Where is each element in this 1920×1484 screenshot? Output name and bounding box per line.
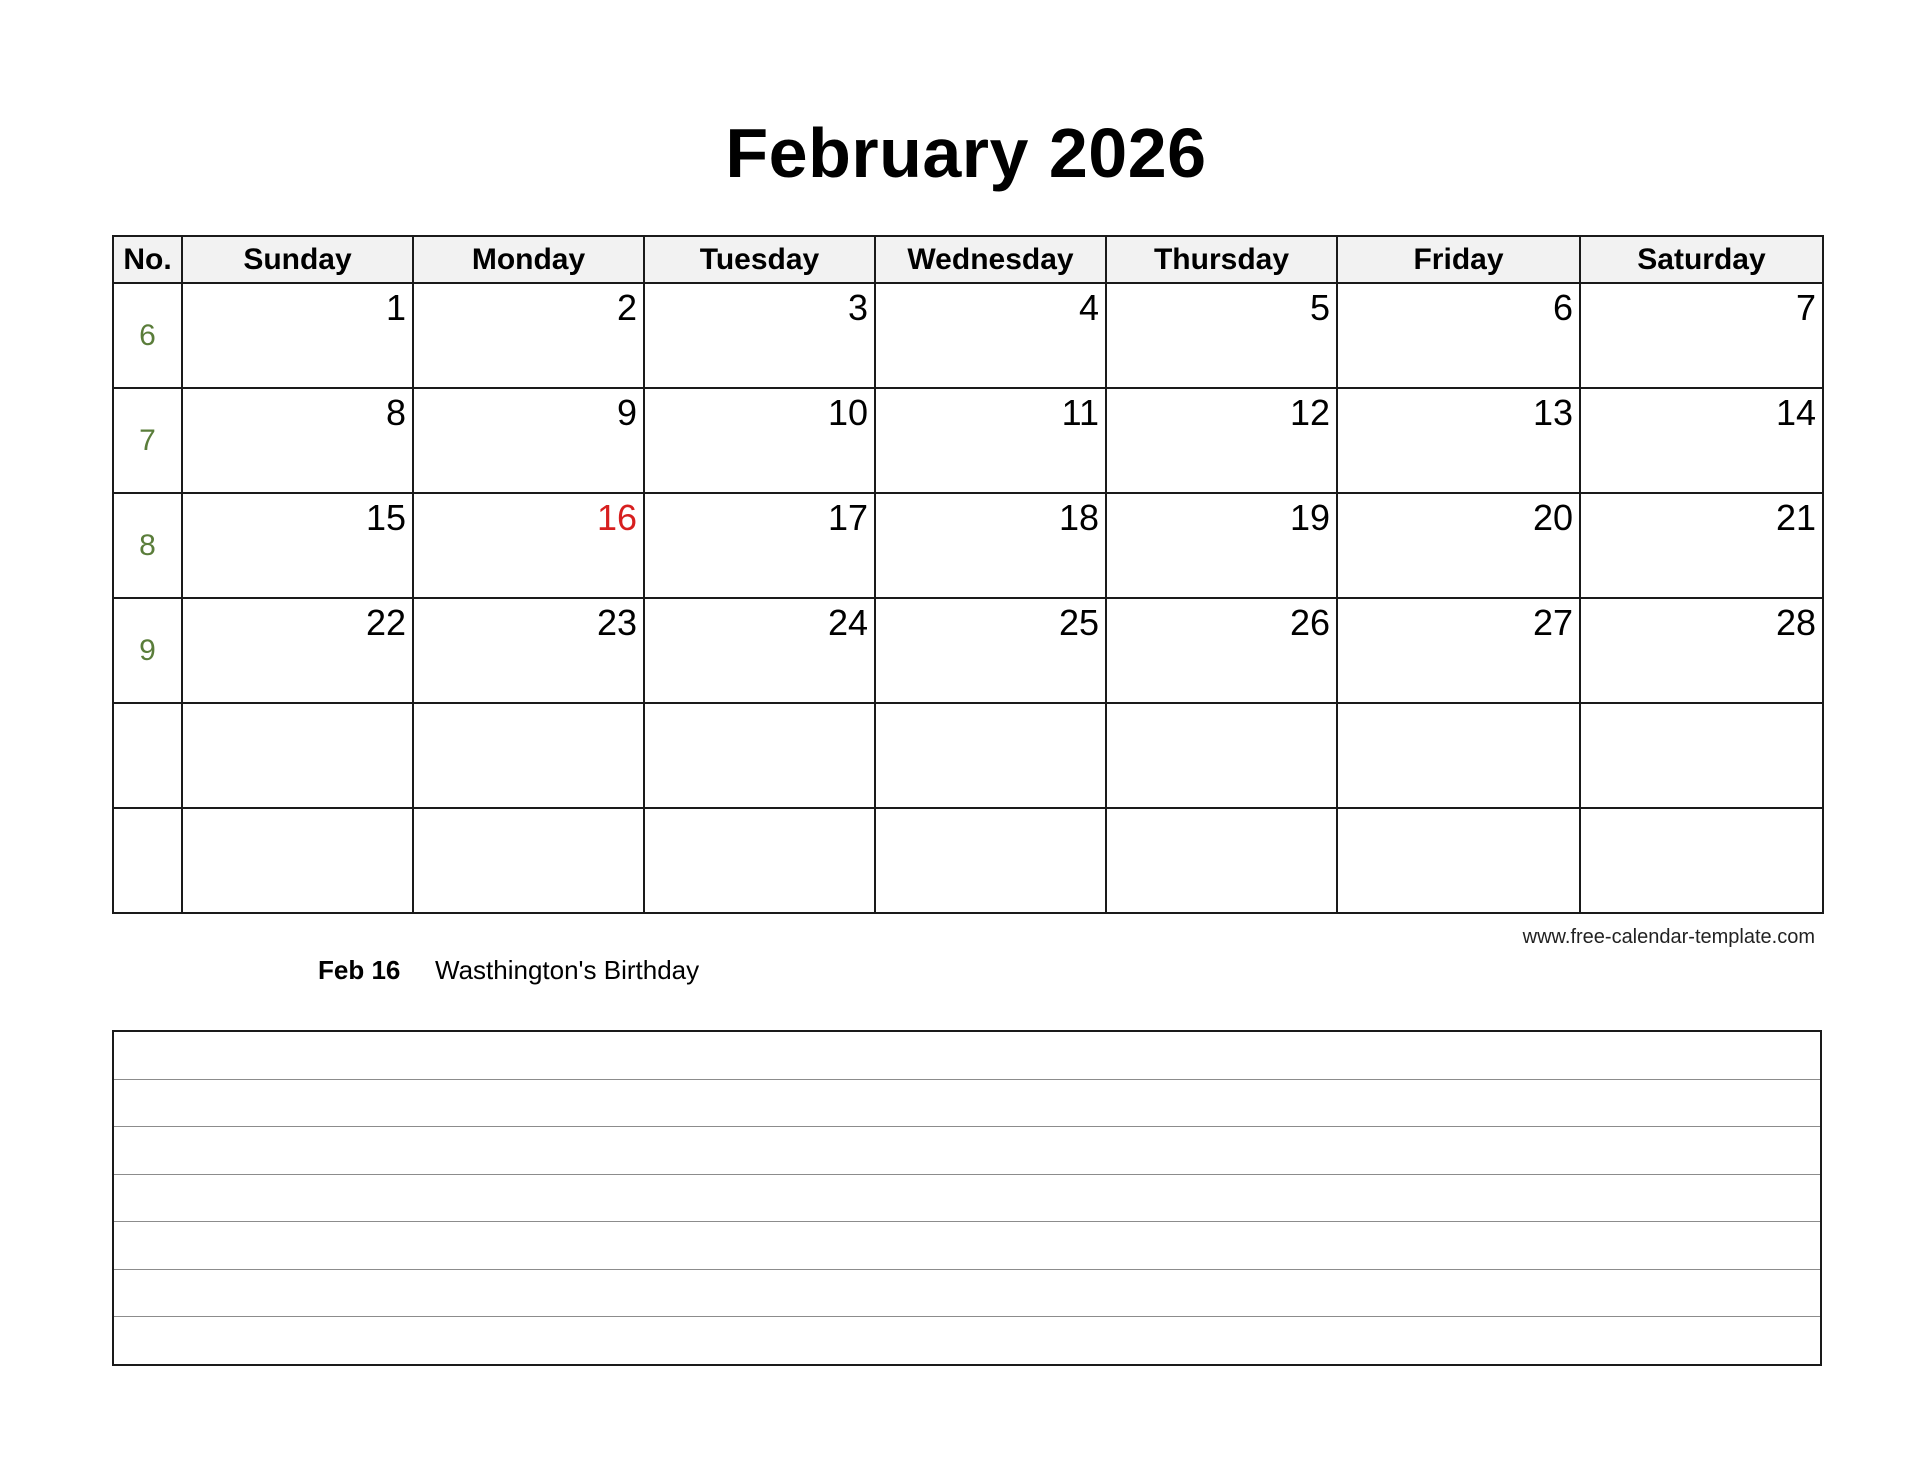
day-number: 28	[1775, 602, 1816, 643]
day-number: 24	[827, 602, 868, 643]
day-number	[645, 809, 874, 813]
notes-line	[114, 1317, 1820, 1364]
day-cell	[182, 493, 413, 598]
day-cell	[182, 283, 413, 388]
header-sunday: Sunday	[182, 236, 413, 283]
day-cell	[182, 808, 413, 913]
footer-url: www.free-calendar-template.com	[1522, 926, 1815, 948]
day-number: 10	[827, 392, 868, 433]
holiday-date: Feb 16	[318, 955, 401, 985]
day-cell	[413, 703, 644, 808]
day-number	[1107, 704, 1336, 708]
day-number	[1581, 704, 1822, 708]
day-number: 27	[1532, 602, 1573, 643]
day-cell	[1337, 493, 1580, 598]
week-number-cell	[113, 493, 182, 598]
day-number: 4	[1078, 287, 1099, 328]
day-cell	[1106, 808, 1337, 913]
day-number	[1107, 809, 1336, 813]
day-cell	[1337, 808, 1580, 913]
day-number: 22	[365, 602, 406, 643]
day-cell	[1580, 598, 1823, 703]
day-cell	[1106, 598, 1337, 703]
week-number-cell	[113, 598, 182, 703]
day-cell	[644, 493, 875, 598]
day-cell	[875, 808, 1106, 913]
day-number	[645, 704, 874, 708]
calendar-grid	[112, 235, 1824, 914]
day-number: 14	[1775, 392, 1816, 433]
holiday-name: Wasthington's Birthday	[435, 955, 700, 985]
header-saturday: Saturday	[1580, 236, 1823, 283]
day-cell	[875, 703, 1106, 808]
header-thursday: Thursday	[1106, 236, 1337, 283]
day-cell	[1337, 283, 1580, 388]
day-cell	[413, 808, 644, 913]
day-cell	[413, 493, 644, 598]
week-number-cell	[113, 283, 182, 388]
day-number: 3	[847, 287, 868, 328]
week-row	[113, 388, 1823, 493]
day-cell	[413, 598, 644, 703]
day-number	[183, 809, 412, 813]
day-cell	[1580, 703, 1823, 808]
week-number: 8	[139, 528, 156, 562]
header-tuesday: Tuesday	[644, 236, 875, 283]
day-cell	[875, 388, 1106, 493]
week-row	[113, 283, 1823, 388]
day-number: 18	[1058, 497, 1099, 538]
day-cell	[1337, 703, 1580, 808]
day-cell	[644, 703, 875, 808]
calendar-body	[113, 283, 1823, 913]
notes-box	[112, 1030, 1822, 1366]
week-number-cell	[113, 388, 182, 493]
day-cell	[875, 598, 1106, 703]
day-cell	[1106, 283, 1337, 388]
day-cell	[644, 808, 875, 913]
day-number: 26	[1289, 602, 1330, 643]
day-number: 5	[1309, 287, 1330, 328]
day-number: 1	[385, 287, 406, 328]
day-number: 15	[365, 497, 406, 538]
day-number	[1338, 809, 1579, 813]
header-week-no: No.	[113, 236, 182, 283]
day-number: 13	[1532, 392, 1573, 433]
notes-line	[114, 1270, 1820, 1318]
day-cell	[1337, 388, 1580, 493]
notes-line	[114, 1127, 1820, 1175]
day-number: 6	[1552, 287, 1573, 328]
day-number	[1581, 809, 1822, 813]
day-cell	[413, 388, 644, 493]
calendar-header-row	[113, 236, 1823, 283]
day-number: 20	[1532, 497, 1573, 538]
day-number: 7	[1795, 287, 1816, 328]
day-number: 8	[385, 392, 406, 433]
day-cell	[1580, 493, 1823, 598]
day-number	[183, 704, 412, 708]
week-number: 9	[139, 633, 156, 667]
day-cell	[1580, 808, 1823, 913]
day-cell	[1580, 388, 1823, 493]
notes-line	[114, 1175, 1820, 1223]
day-cell	[644, 283, 875, 388]
notes-line	[114, 1032, 1820, 1080]
day-cell	[182, 703, 413, 808]
day-number: 11	[1061, 392, 1099, 433]
day-number: 2	[616, 287, 637, 328]
week-row	[113, 598, 1823, 703]
day-cell	[875, 283, 1106, 388]
holiday-day-number: 16	[596, 497, 637, 538]
day-cell	[1337, 598, 1580, 703]
day-number	[414, 809, 643, 813]
notes-line	[114, 1080, 1820, 1128]
day-number	[1338, 704, 1579, 708]
day-number: 23	[596, 602, 637, 643]
day-number: 17	[827, 497, 868, 538]
week-row	[113, 808, 1823, 913]
header-wednesday: Wednesday	[875, 236, 1106, 283]
day-number	[876, 704, 1105, 708]
day-number: 25	[1058, 602, 1099, 643]
day-cell	[1580, 283, 1823, 388]
day-number: 19	[1289, 497, 1330, 538]
day-number: 9	[616, 392, 637, 433]
week-row	[113, 703, 1823, 808]
day-cell	[1106, 493, 1337, 598]
holiday-list	[318, 955, 699, 986]
week-number: 6	[139, 318, 156, 352]
day-cell	[413, 283, 644, 388]
week-number-cell	[113, 808, 182, 913]
day-cell	[875, 493, 1106, 598]
week-row	[113, 493, 1823, 598]
day-number: 21	[1775, 497, 1816, 538]
day-number	[414, 704, 643, 708]
week-number-cell	[113, 703, 182, 808]
day-cell	[182, 598, 413, 703]
day-cell	[1106, 703, 1337, 808]
day-cell	[1106, 388, 1337, 493]
page-title: February 2026	[725, 114, 1207, 192]
header-friday: Friday	[1337, 236, 1580, 283]
day-number	[876, 809, 1105, 813]
header-monday: Monday	[413, 236, 644, 283]
day-number: 12	[1289, 392, 1330, 433]
week-number: 7	[139, 423, 156, 457]
day-cell	[644, 598, 875, 703]
notes-line	[114, 1222, 1820, 1270]
day-cell	[182, 388, 413, 493]
day-cell	[644, 388, 875, 493]
